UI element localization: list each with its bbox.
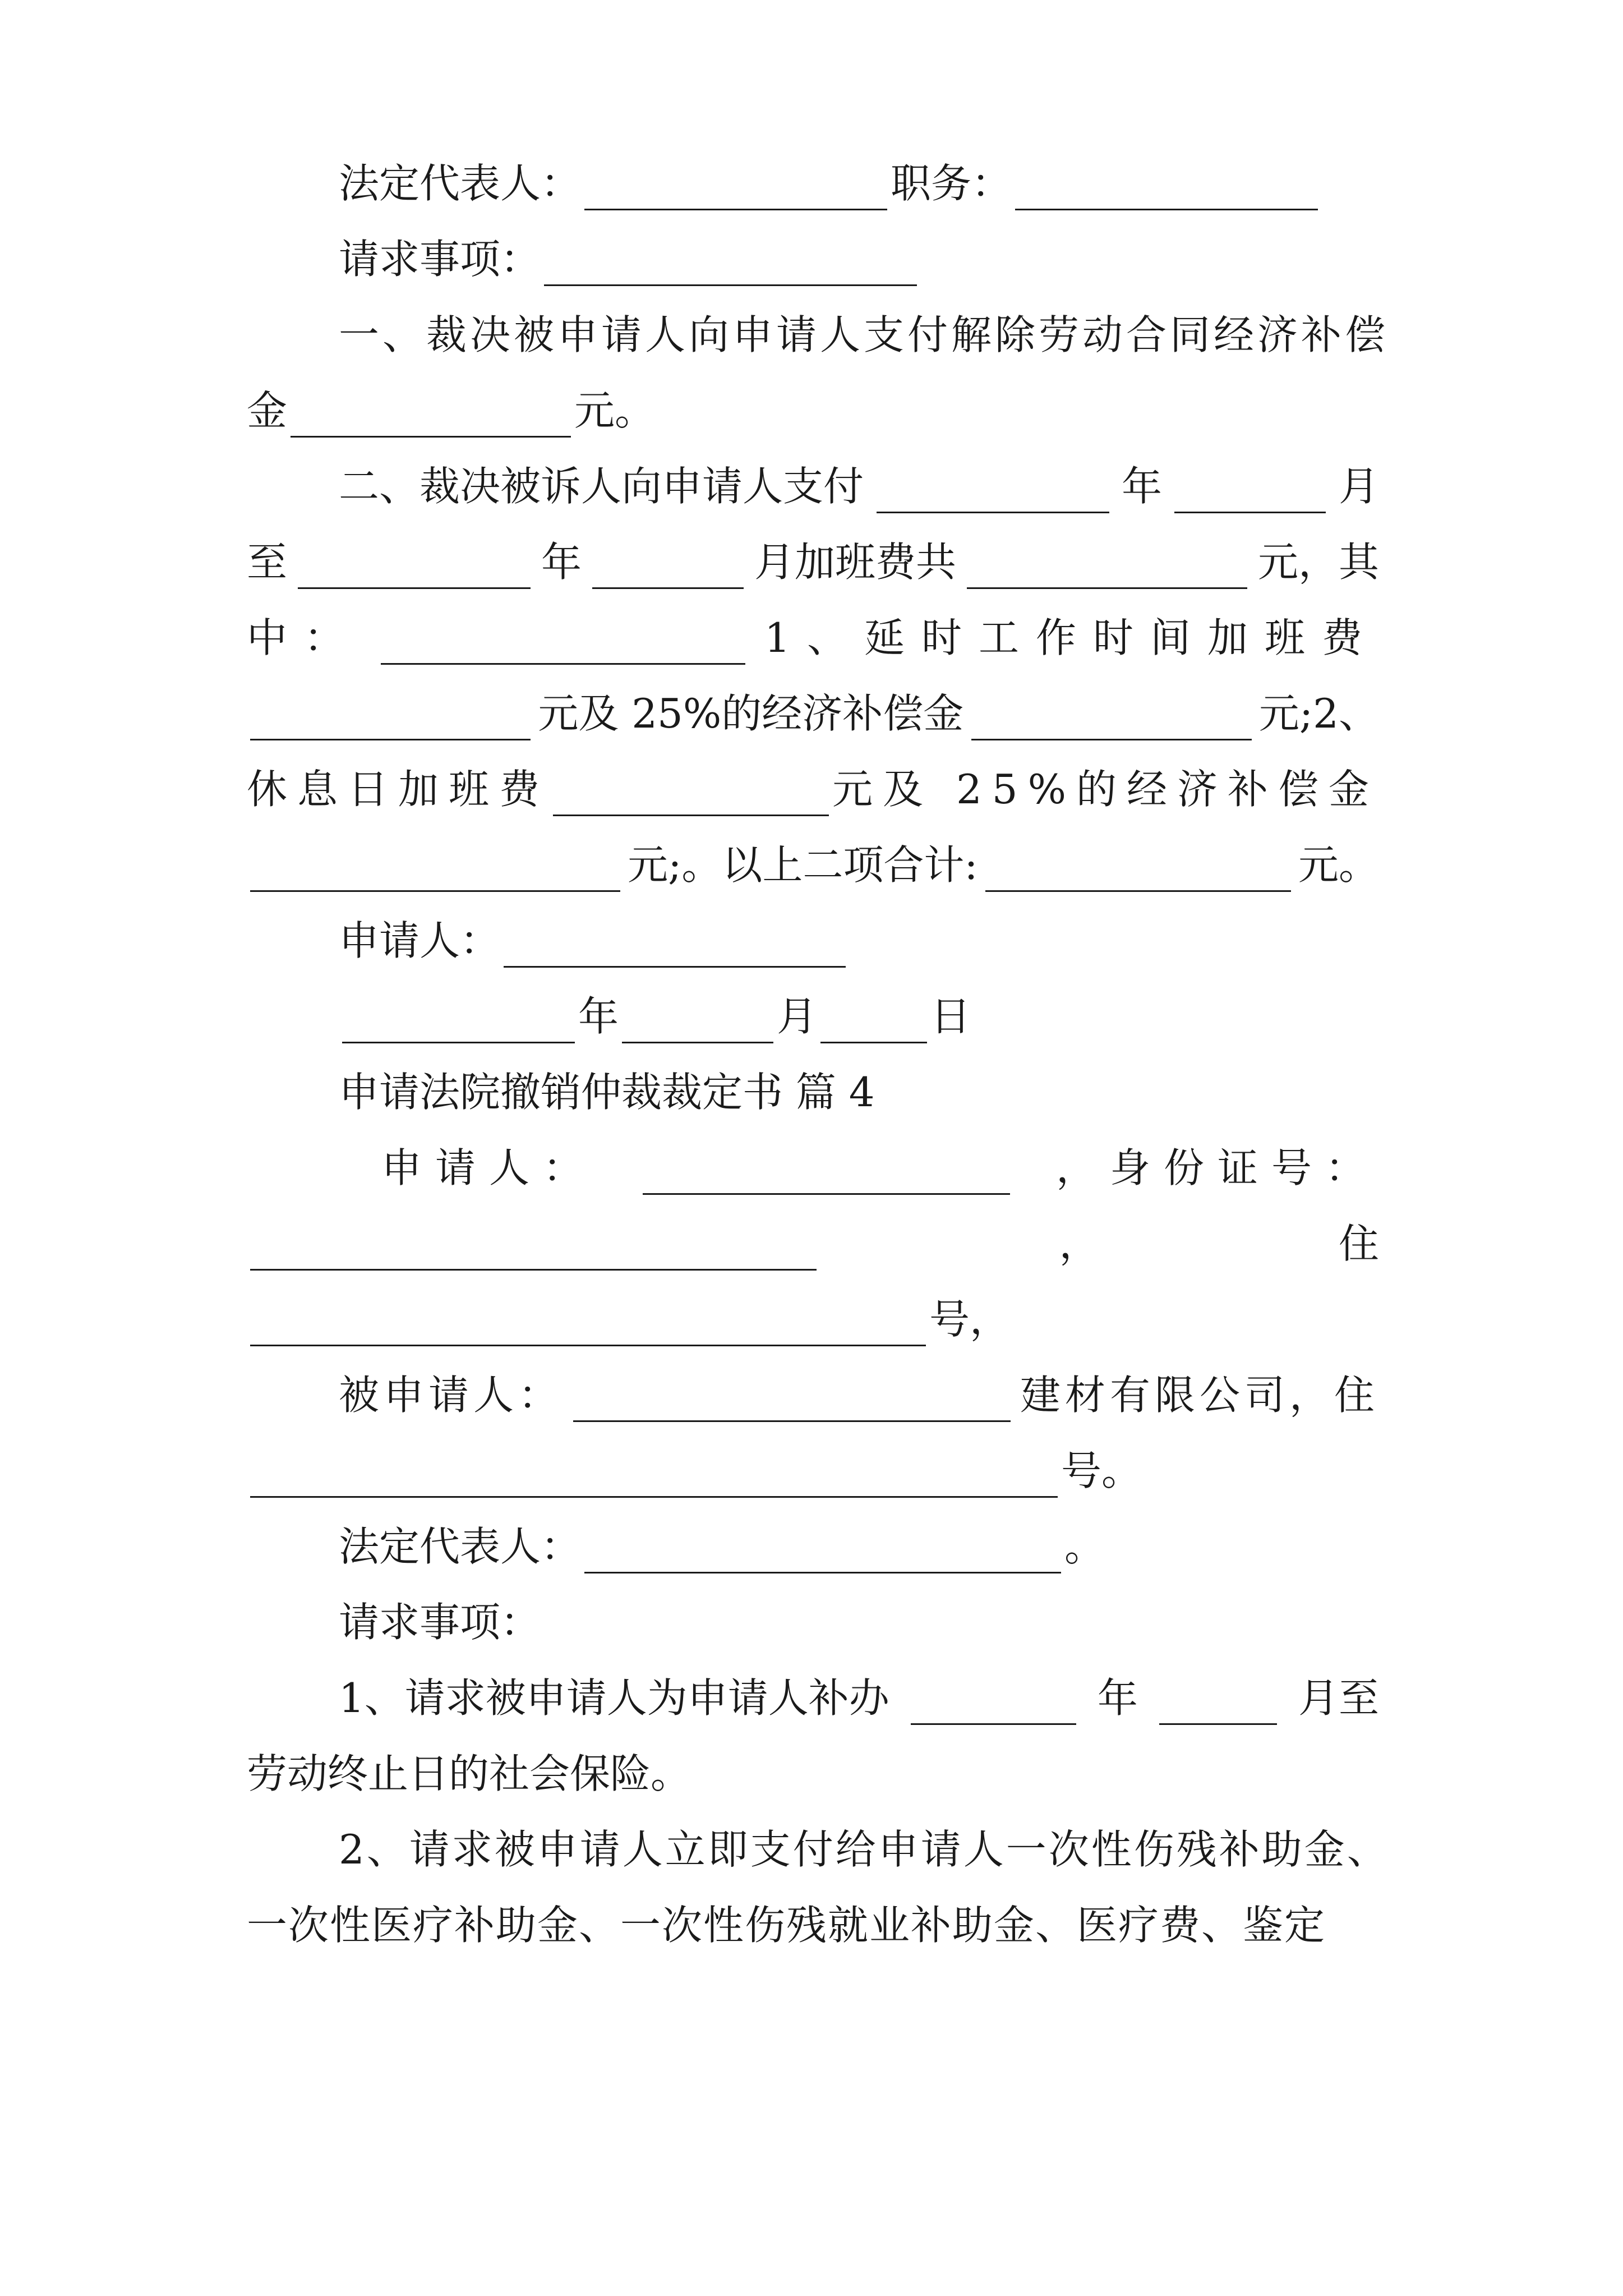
text-segment: 日 xyxy=(930,993,971,1040)
fill-in-blank[interactable] xyxy=(250,1228,817,1271)
text-line xyxy=(339,982,971,1043)
text-line xyxy=(247,527,1379,589)
text-segment: 1、延时工作时间加班费 xyxy=(764,614,1379,661)
fill-in-blank[interactable] xyxy=(820,1001,927,1043)
text-segment: 申请法院撤销仲裁裁定书 篇 4 xyxy=(339,1069,875,1116)
text-line xyxy=(247,1209,1379,1271)
fill-in-blank[interactable] xyxy=(250,1456,1058,1498)
text-segment: 月 xyxy=(1338,463,1379,510)
text-segment: 元。 xyxy=(574,387,656,434)
fill-in-blank[interactable] xyxy=(1015,168,1318,210)
text-line xyxy=(339,1663,1379,1725)
text-line xyxy=(339,300,1389,362)
fill-in-blank[interactable] xyxy=(584,168,887,210)
fill-in-blank[interactable] xyxy=(381,623,745,665)
fill-in-blank[interactable] xyxy=(504,926,846,968)
fill-in-blank[interactable] xyxy=(573,1380,1011,1422)
text-segment: ， xyxy=(1059,1220,1100,1267)
fill-in-blank[interactable] xyxy=(967,547,1247,589)
text-segment: 请求事项： xyxy=(339,236,541,283)
text-line xyxy=(339,1815,1418,1876)
text-segment: 年 xyxy=(541,539,582,586)
fill-in-blank[interactable] xyxy=(643,1153,1010,1195)
fill-in-blank[interactable] xyxy=(971,698,1252,740)
text-segment: 法定代表人： xyxy=(339,1523,582,1570)
text-segment: 号。 xyxy=(1061,1447,1142,1494)
text-segment: 年 xyxy=(1097,1674,1138,1722)
text-line xyxy=(247,1739,691,1801)
fill-in-blank[interactable] xyxy=(1174,471,1326,513)
text-segment: 元;。以上二项合计: xyxy=(628,841,978,889)
text-segment: 中： xyxy=(247,614,362,661)
text-segment: 元及 25%的经济补偿金 xyxy=(832,766,1379,813)
fill-in-blank[interactable] xyxy=(592,547,744,589)
fill-in-blank[interactable] xyxy=(1159,1683,1277,1725)
text-segment: 二、裁决被诉人向申请人支付 xyxy=(339,463,864,510)
text-segment: 至 xyxy=(247,539,288,586)
text-segment: 月至 xyxy=(1298,1674,1379,1722)
text-line xyxy=(339,1588,541,1649)
text-segment: 号， xyxy=(929,1296,1011,1343)
text-line xyxy=(339,1512,1105,1573)
fill-in-blank[interactable] xyxy=(553,774,829,816)
text-line xyxy=(247,603,1379,665)
text-segment: 职务： xyxy=(891,160,1012,207)
text-line xyxy=(247,754,1379,816)
text-line xyxy=(247,1436,1142,1498)
text-segment: 一、裁决被申请人向申请人支付解除劳动合同经济补偿 xyxy=(339,311,1389,358)
fill-in-blank[interactable] xyxy=(622,1001,773,1043)
fill-in-blank[interactable] xyxy=(250,698,531,740)
text-segment: 休息日加班费 xyxy=(247,766,550,813)
text-segment: 。 xyxy=(1064,1523,1105,1570)
text-line xyxy=(381,1133,1379,1195)
text-line xyxy=(247,830,1379,892)
text-line xyxy=(339,1360,1379,1422)
fill-in-blank[interactable] xyxy=(911,1683,1076,1725)
text-line xyxy=(247,1285,1010,1346)
fill-in-blank[interactable] xyxy=(877,471,1109,513)
text-segment: 年 xyxy=(578,993,619,1040)
text-line xyxy=(339,149,1321,210)
text-segment: 2、请求被申请人立即支付给申请人一次性伤残补助金、 xyxy=(339,1826,1390,1873)
fill-in-blank[interactable] xyxy=(544,244,917,286)
text-line xyxy=(247,679,1379,740)
text-line xyxy=(247,376,655,438)
fill-in-blank[interactable] xyxy=(584,1531,1061,1573)
text-segment: 劳动终止日的社会保险。 xyxy=(247,1750,691,1797)
text-segment: 元及 25%的经济补偿金 xyxy=(538,690,964,737)
text-line xyxy=(247,1890,1379,1952)
text-segment: 建材有限公司，住 xyxy=(1020,1372,1379,1419)
text-segment: 元。 xyxy=(1298,841,1379,889)
text-segment: 月 xyxy=(777,993,818,1040)
fill-in-blank[interactable] xyxy=(342,1001,575,1043)
text-segment: 申请人： xyxy=(339,917,501,964)
text-segment: 一次性医疗补助金、一次性伤残就业补助金、医疗费、鉴定 xyxy=(247,1902,1326,1949)
text-segment: 法定代表人： xyxy=(339,160,582,207)
fill-in-blank[interactable] xyxy=(291,395,571,438)
fill-in-blank[interactable] xyxy=(250,850,620,892)
text-segment: 被申请人： xyxy=(339,1372,564,1419)
text-line xyxy=(339,1057,875,1119)
text-segment: 月加班费共 xyxy=(754,539,956,586)
text-line xyxy=(339,452,1379,513)
text-segment: 金 xyxy=(247,387,288,434)
fill-in-blank[interactable] xyxy=(985,850,1291,892)
text-segment: 住 xyxy=(1338,1220,1379,1267)
fill-in-blank[interactable] xyxy=(250,1304,926,1346)
text-segment: ，身份证号： xyxy=(1055,1144,1379,1191)
text-segment: 年 xyxy=(1121,463,1162,510)
text-segment: 请求事项： xyxy=(339,1599,541,1646)
text-segment: 元;2、 xyxy=(1258,690,1379,737)
text-segment: 1、请求被申请人为申请人补办 xyxy=(339,1674,889,1722)
text-line xyxy=(339,224,920,286)
text-line xyxy=(339,906,849,968)
text-segment: 申请人： xyxy=(381,1144,597,1191)
text-segment: 元，其 xyxy=(1257,539,1379,586)
fill-in-blank[interactable] xyxy=(298,547,531,589)
